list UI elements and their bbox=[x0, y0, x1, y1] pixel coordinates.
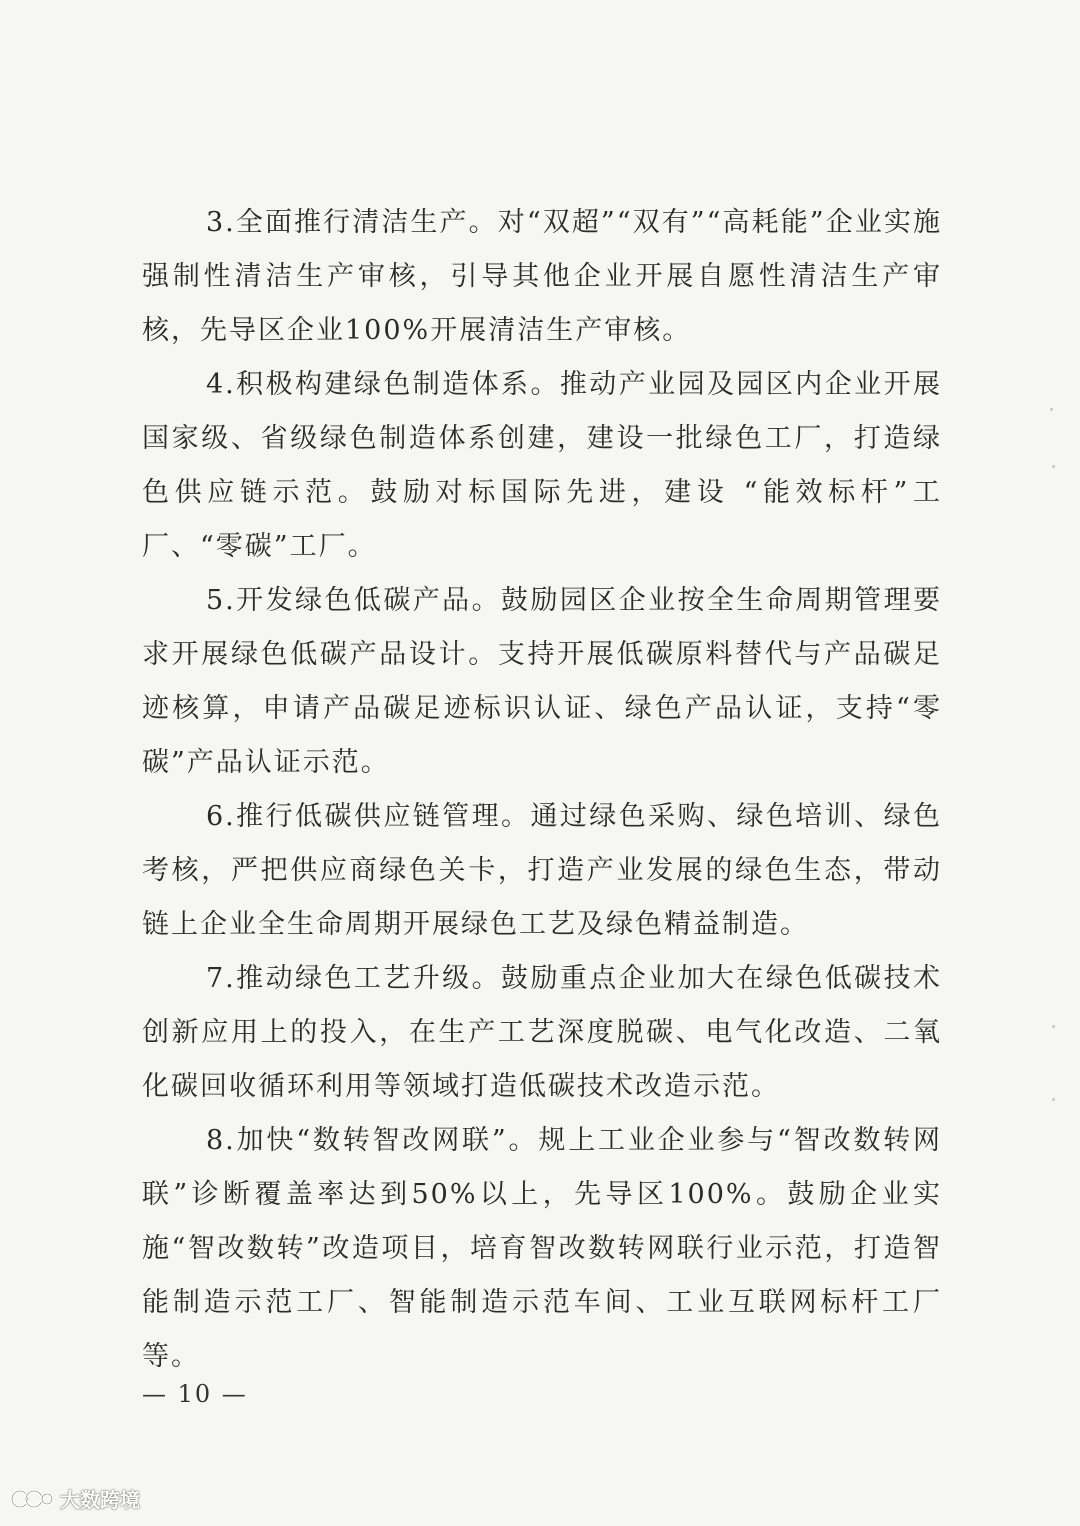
scan-speck bbox=[1052, 1098, 1055, 1101]
paragraph-3: 3.全面推行清洁生产。对“双超”“双有”“高耗能”企业实施强制性清洁生产审核，引导其他企业开展自愿性清洁生产审核，先导区企业100%开展清洁生产审核。 bbox=[142, 207, 942, 346]
scan-speck bbox=[1052, 1025, 1055, 1028]
document-body bbox=[142, 196, 942, 1384]
paragraph-4: 4.积极构建绿色制造体系。推动产业园及园区内企业开展国家级、省级绿色制造体系创建，建设一批绿色工厂，打造绿色供应链示范。鼓励对标国际先进，建设 “能效标杆”工厂、“零碳”工厂。 bbox=[142, 369, 942, 562]
brand-logo-icon bbox=[10, 1485, 54, 1513]
watermark-text: 大数跨境 bbox=[60, 1488, 140, 1512]
paragraph-8: 8.加快“数转智改网联”。规上工业企业参与“智改数转网联”诊断覆盖率达到50%以上，先导区100%。鼓励企业实施“智改数转”改造项目，培育智改数转网联行业示范，打造智能制造示范工厂、智能制造示范车间、工业互联网标杆工厂等。 bbox=[142, 1125, 942, 1372]
page-number: — 10 — bbox=[142, 1380, 248, 1408]
paragraph-5: 5.开发绿色低碳产品。鼓励园区企业按全生命周期管理要求开展绿色低碳产品设计。支持开展低碳原料替代与产品碳足迹核算，申请产品碳足迹标识认证、绿色产品认证，支持“零碳”产品认证示范。 bbox=[142, 585, 942, 778]
scan-speck bbox=[1050, 408, 1053, 411]
scan-speck bbox=[1052, 465, 1055, 468]
paragraph-7: 7.推动绿色工艺升级。鼓励重点企业加大在绿色低碳技术创新应用上的投入，在生产工艺深度脱碳、电气化改造、二氧化碳回收循环利用等领域打造低碳技术改造示范。 bbox=[142, 963, 942, 1102]
watermark bbox=[10, 1484, 140, 1513]
paragraph-6: 6.推行低碳供应链管理。通过绿色采购、绿色培训、绿色考核，严把供应商绿色关卡，打造产业发展的绿色生态，带动链上企业全生命周期开展绿色工艺及绿色精益制造。 bbox=[142, 801, 942, 940]
